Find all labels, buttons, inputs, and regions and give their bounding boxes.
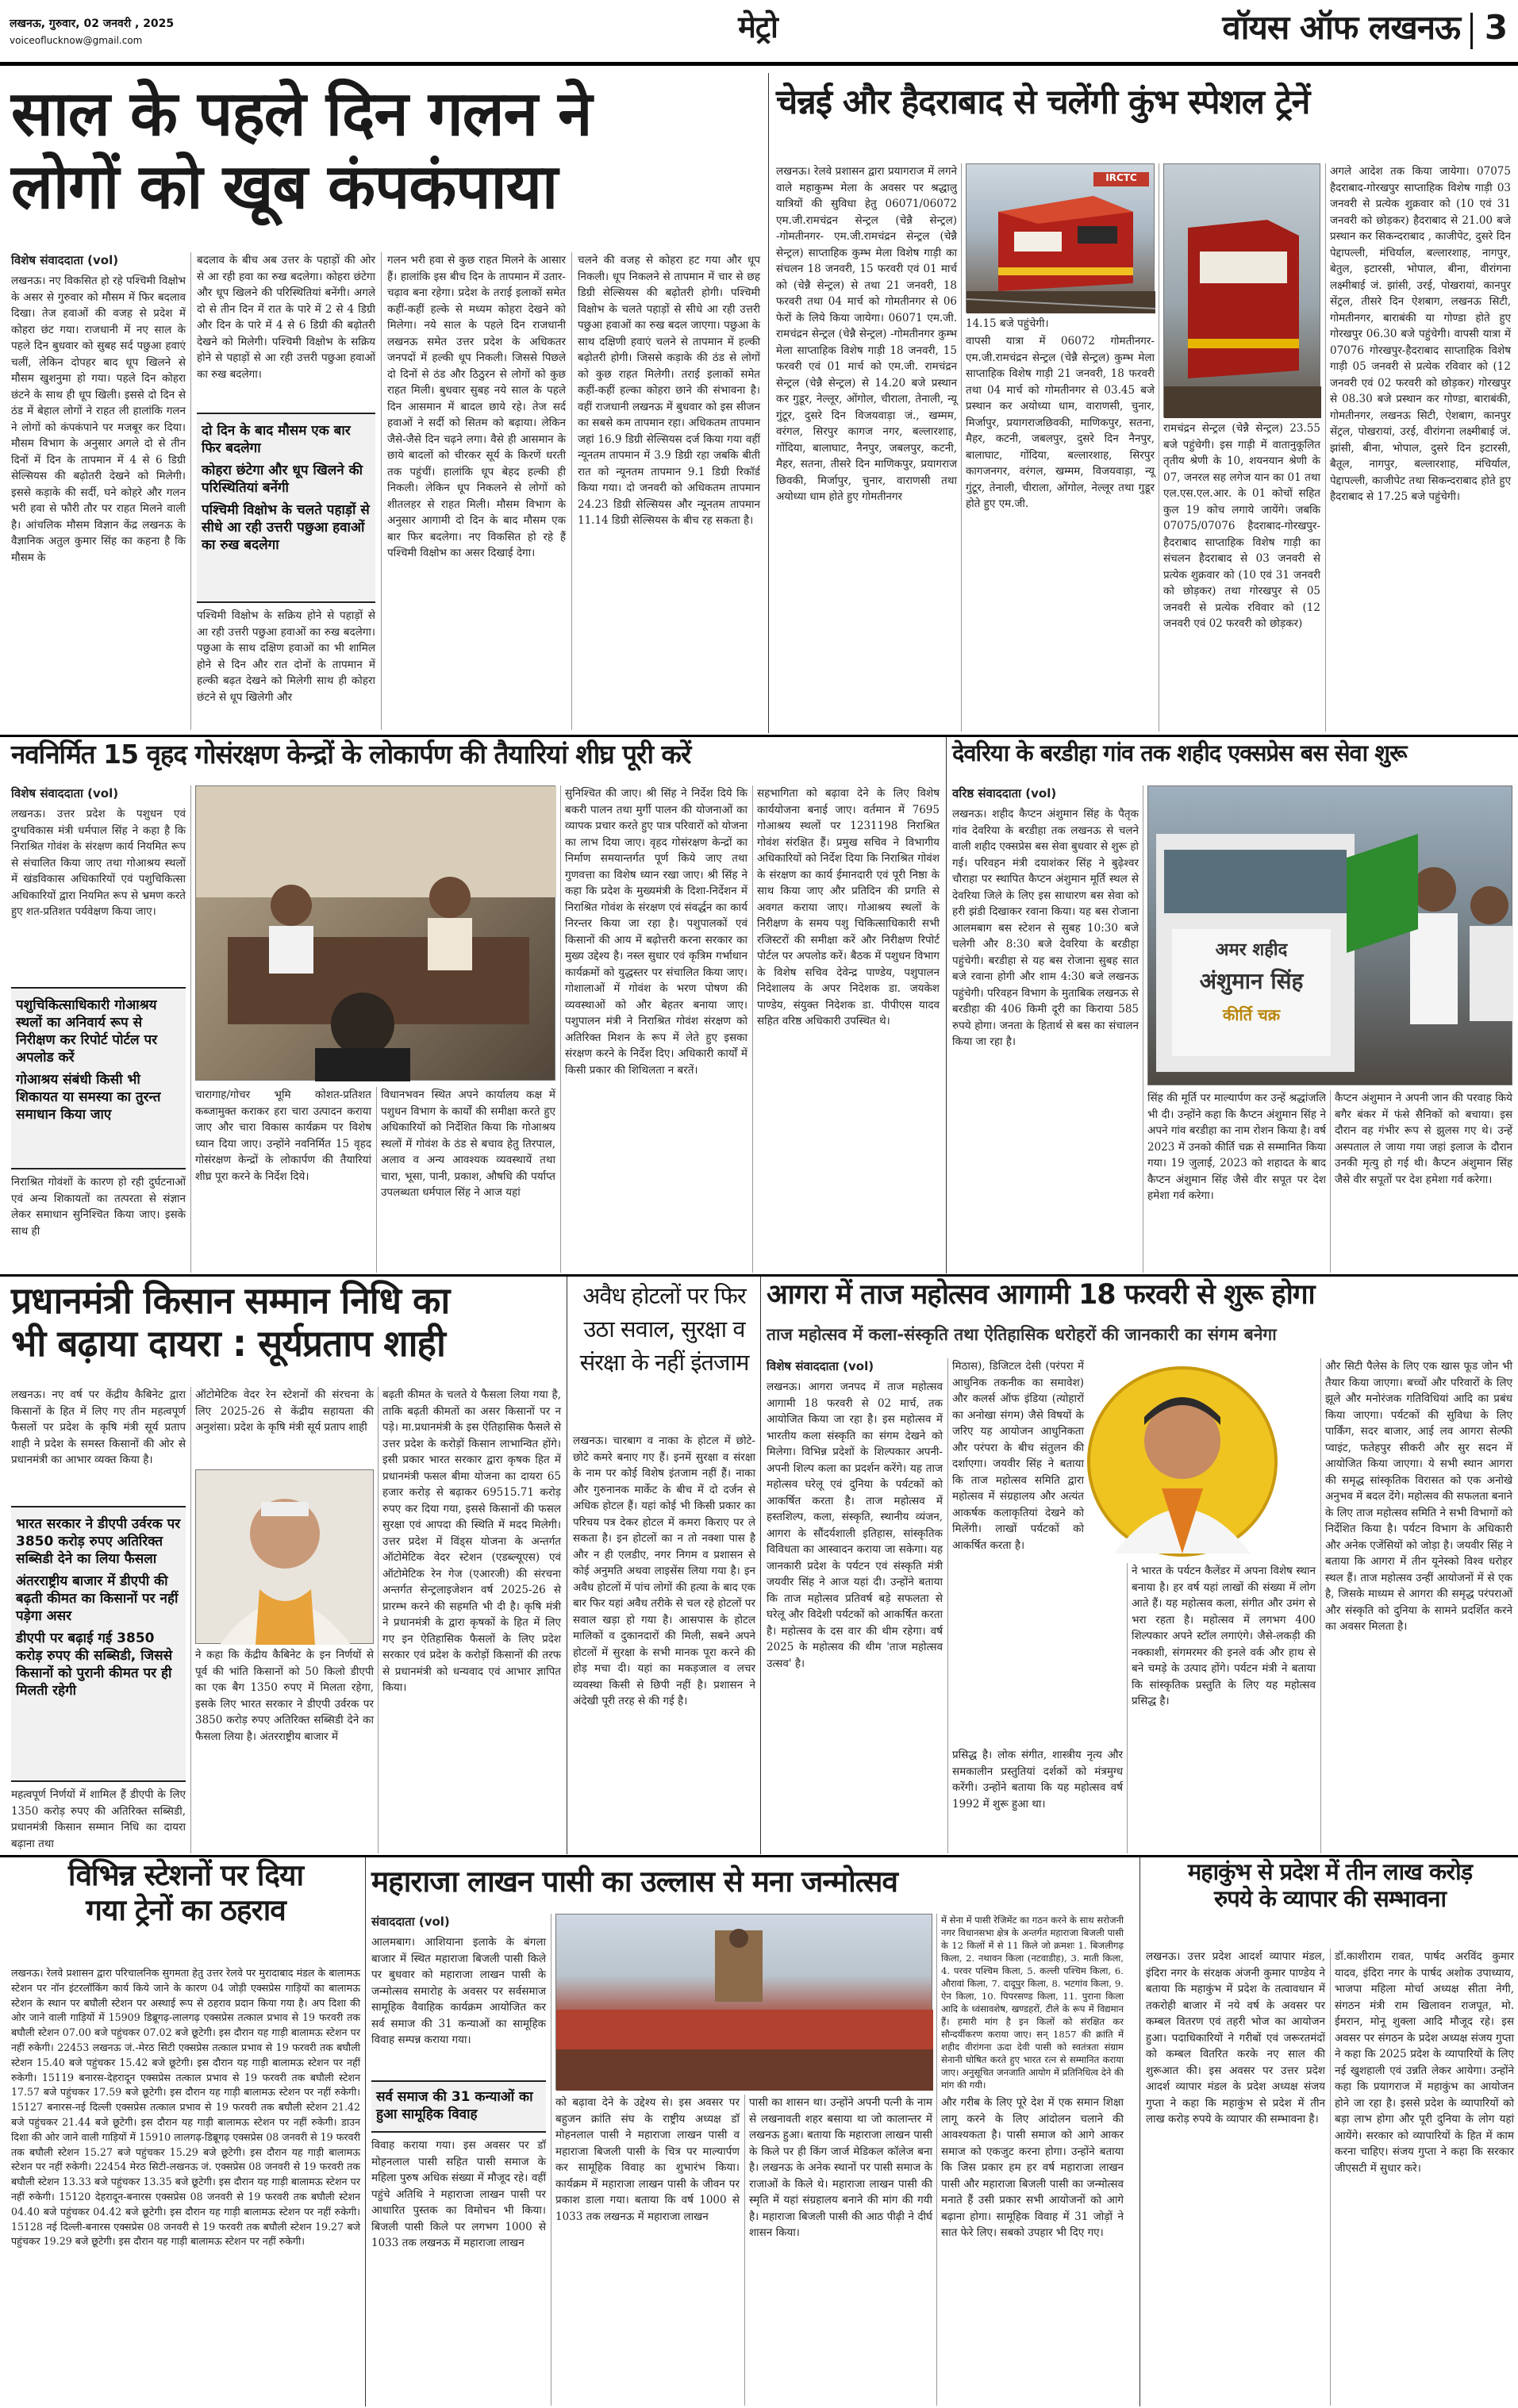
jaiveer-singh-portrait bbox=[1087, 1366, 1278, 1557]
divider bbox=[378, 1387, 379, 1853]
article-7-col4: और सिटी पैलेस के लिए एक खास फूड जोन भी तैयार किया जाएगा। बच्चों और परिवारों के लिए झूले और मनोरंजक गतिविधियां आदि का प्रबंध किया जाएगा। पर्यटकों की सुविधा के लिए पार्किंग, सदर बाजार, आई लव आगरा सेल्फी प्वाइंट, फतेहपुर सीकरी और सुर सदन में आयोजित किया जाएगा। ये सभी स्थान आगरा की समृद्ध सांस्कृतिक विरासत को एक अनोखे अनुभव में बदल देंगे। महोत्सव की सफलता बनाने के लिए ताज महोत्सव समिति ने सभी विभागों को निर्देशित किया है। पर्यटन विभाग के अधिकारी और अनेक एजेंसियों को जोड़ा है। जयवीर सिंह ने बताया कि आगरा में तीन यूनेस्को विश्व धरोहर स्थल हैं। ताज महोत्सव उन्हीं आयोजनों में से एक है, जिसके माध्यम से आगरा की समृद्ध परंपराओं और संस्कृति को दुनिया के सामने प्रदर्शित करने का अवसर मिलता है। bbox=[1325, 1360, 1516, 1633]
article-5-col1-more: महत्वपूर्ण निर्णयों में शामिल हैं डीएपी के लिए 1350 करोड़ रुपए की अतिरिक्त सब्सिडी, प्रधानमंत्री किसान सम्मान निधि का दायरा बढ़ाना तथा bbox=[11, 1788, 190, 1850]
highlight-item: अंतरराष्ट्रीय बाजार में डीएपी की बढ़ती कीमत का किसानों पर नहीं पड़ेगा असर bbox=[16, 1573, 179, 1624]
article-5-col3: बढ़ती कीमत के चलते ये फैसला लिया गया है, ताकि बढ़ती कीमतों का असर किसानों पर न पड़े। मा.प्रधानमंत्री के इस ऐतिहासिक फैसले से उत्तर प्रदेश के करोड़ों किसान लाभान्वित होंगे। इसी प्रकार भारत सरकार द्वारा कृषक हित में प्रधानमंत्री फसल बीमा योजना का दायरा 65 हजार करोड़ से बढ़ाकर 69515.71 करोड़ रुपए कर दिया गया, इससे किसानों की फसल सुरक्षा एवं आपदा की स्थिति में मदद मिलेगी। उत्तर प्रदेश में विंड्स योजना के अन्तर्गत ऑटोमेटिक वेदर स्टेशन (एडब्ल्यूएस) एवं ऑटोमेटिक रेन गेज (एआरजी) की संरचना अन्तर्गत सेन्ट्रलाइजेशन वर्ष 2025-26 से प्रारम्भ करने की सहमति भी दी है। कृषि मंत्री ने प्रधानमंत्री के द्वारा कृषकों के हित में लिए गए इन ऐतिहासिक फैसलों के लिए प्रदेश सरकार एवं प्रदेश के करोड़ों किसानों की तरफ से प्रधानमंत्री को धन्यवाद एवं आभार ज्ञापित किया। bbox=[382, 1388, 565, 1694]
article-9-col1: आलमबाग। आशियाना इलाके के बंगला बाजार में स्थित महाराजा बिजली पासी किले पर बुधवार को महाराजा लाखन पासी के जन्मोत्सव समारोह के अवसर पर सर्वसमाज सामूहिक वैवाहिक कार्यक्रम आयोजित कर सर्व समाज की 31 कन्याओं का सामूहिक विवाह सम्पन्न कराया गया। bbox=[371, 1936, 550, 2046]
divider bbox=[1139, 1857, 1140, 2406]
article-1-col1: लखनऊ। नए विकसित हो रहे पश्चिमी विक्षोभ के असर से गुरुवार को मौसम में फिर बदलाव दिखा। तेज हवाओं की वजह से प्रदेश में कोहरा छंट गया। राजधानी में नए साल के पहले दिन बुधवार को सुबह सर्द पछुआ हवाएं चलीं, लेकिन दोपहर बाद धूप खिलने से मौसम खुशनुमा हो गया। पहले दिन कोहरा छंटने के साथ ही धूप खिली। इससे दो दिन से ठंड में बेहाल लोगों ने राहत ली हालांकि गलन ने लोगों को कंपकंपाने पर मजबूर कर दिया। मौसम विभाग के अनुसार अगले दो से तीन दिनों में दिन के तापमान में 4 से 6 डिग्री सेल्सियस की बढ़ोतरी देखने को मिलेगी। इससे कड़ाके की सर्दी, घने कोहरे और गलन भरी हवा से फौरी तौर पर राहत मिलने वाली है। आंचलिक मौसम विज्ञान केंद्र लखनऊ के वैज्ञानिक अतुल कुमार सिंह का कहना है कि मौसम के bbox=[11, 275, 190, 564]
masthead-date: लखनऊ, गुरुवार, 02 जनवरी , 2025 bbox=[10, 17, 175, 30]
article-3-col4: सहभागिता को बढ़ावा देने के लिए विशेष कार्ययोजना बनाई जाए। वर्तमान में 7695 गोआश्रय स्थलों पर 1231198 निराश्रित गोवंश संरक्षित हैं। प्रमुख सचिव ने विभागीय अधिकारियों को निर्देश दिया कि निराश्रित गोवंश के संरक्षण का कार्य ईमानदारी एवं पूरी निष्ठा के साथ किया जाए और प्रतिदिन की प्रगति से अवगत कराया जाए। गोआश्रय स्थलों के निरीक्षण के समय पशु चिकित्साधिकारी सभी रजिस्टरों की समीक्षा करें और निरीक्षण रिपोर्ट पोर्टल पर अपलोड करें। बैठक में पशुधन विभाग के विशेष सचिव देवेन्द्र पाण्डेय, पशुपालन निदेशालय के अपर निदेशक डा. जयकेश पाण्डेय, संयुक्त निदेशक डा. पीपीएस यादव सहित वरिष्ठ अधिकारी उपस्थित थे। bbox=[757, 787, 943, 1027]
article-9-col1-more: विवाह कराया गया। इस अवसर पर डॉ मोहनलाल पासी सहित पासी समाज के महिला पुरुष अधिक संख्या में मौजूद रहे। वहीं पहुंचे अतिथि ने महाराजा लाखन पासी पर आधारित पुस्तक का विमोचन भी किया। बिजली पासी किले पर लगभग 1000 से 1033 तक लखनऊ में महाराजा लाखन bbox=[371, 2139, 550, 2249]
page-number: 3 bbox=[1484, 8, 1508, 47]
divider bbox=[752, 785, 753, 1273]
divider bbox=[381, 252, 382, 730]
article-1-byline: विशेष संवाददाता (vol) bbox=[11, 253, 119, 267]
article-4-col1: लखनऊ। शहीद कैप्टन अंशुमान सिंह के पैतृक गांव देवरिया के बरडीहा तक लखनऊ से चलने वाली शहीद एक्सप्रेस बस सेवा बुधवार से शुरू हो गई। परिवहन मंत्री दयाशंकर सिंह ने बुढ़ेश्वर चौराहा पर स्थापित कैप्टन अंशुमान मूर्ति स्थल से देवरिया जिले के लिए इस साधारण बस सेवा को हरी झंडी दिखाकर रवाना किया। यह बस रोजाना आलमबाग बस स्टेशन से सुबह 10:30 बजे चलेगी और 8:30 बजे देवरिया के बरडीहा पहुंचेगी। बरडीहा से यह बस रोजाना सुबह सात बजे रवाना होगी और शाम 4:30 बजे लखनऊ पहुंचेगी। परिवहन विभाग के मुताबिक लखनऊ से बरडीहा की 406 किमी दूरी का किराया 585 रुपये होगा। जनता के हितार्थ से बस का संचालन किया जा रहा है। bbox=[952, 808, 1143, 1048]
article-1-col2-more: पश्चिमी विक्षोभ के सक्रिय होने से पहाड़ों से आ रही उत्तरी पछुआ हवाओं का रुख बदलेगा। पछुआ के साथ दक्षिण हवाओं का भी शामिल होने से दिन और रात दोनों के तापमान में हल्की बढ़त देखने को मिलेगी साथ ही कोहरा छंटने से धूप खिलेगी और bbox=[197, 609, 379, 704]
article-3-caption-2: विधानभवन स्थित अपने कार्यालय कक्ष में पशुधन विभाग के कार्यों की समीक्षा करते हुए अधिकारियों को निर्देशित किया कि गोआश्रय स्थलों में गोवंश के ठंड से बचाव हेतु तिरपाल, अलाव व अन्य आवश्यक व्यवस्थायें तथा चारा, भूसा, पानी, प्रकाश, औषधि की पर्याप्त उपलब्धता धर्मपाल सिंह ने आज यहां bbox=[381, 1089, 559, 1199]
divider bbox=[190, 1387, 191, 1853]
highlight-item: डीएपी पर बढ़ाई गई 3850 करोड़ रुपए की सब्सिडी, जिससे किसानों को पुरानी कीमत पर ही मिलती रहेगी bbox=[16, 1630, 173, 1699]
article-10-headline bbox=[1146, 1858, 1514, 1945]
event-photo bbox=[555, 1914, 932, 2090]
train-illustration-2 bbox=[1164, 164, 1321, 418]
article-1-highlight-box bbox=[197, 413, 375, 603]
banner-line-3: कीर्ति चक्र bbox=[1222, 1005, 1281, 1024]
article-5-highlight-box bbox=[11, 1506, 186, 1782]
train-logo: IRCTC bbox=[1093, 172, 1149, 186]
article-4-byline: वरिष्ठ संवाददाता (vol) bbox=[952, 786, 1057, 801]
meeting-photo bbox=[195, 785, 555, 1081]
article-3-col3: सुनिश्चित की जाए। श्री सिंह ने निर्देश दिये कि बकरी पालन तथा मुर्गी पालन की योजनाओं का व्यापक प्रचार करते हुए पात्र परिवारों को योजना का लाभ दिया जाए। वृहद गोसंरक्षण केन्द्रों का निर्माण समयान्तर्गत पूर्ण किये जाए तथा गुणवत्ता का विशेष ध्यान रखा जाए। श्री सिंह ने कहा कि प्रदेश के मुख्यमंत्री के दिशा-निर्देशन में निराश्रित गोवंश के संरक्षण एवं संवर्द्धन का कार्य निरन्तर किया जा रहा है। पशुपालकों एवं किसानों की आय में बढ़ोत्तरी करना सरकार का मुख्य उद्देश्य है। नस्ल सुधार एवं कृत्रिम गर्भाधान कार्यक्रमों को युद्धस्तर पर संचालित किया जाए। गोशालाओं में गोवंश के भरण पोषण की व्यवस्थाओं को और बेहतर बनाया जाए। पशुपालन मंत्री ने निराश्रित गोवंश संरक्षण को अतिरिक्त मिशन के रूप में लेते हुए इसका संरक्षण करने के निर्देश दिए। अधिकारी कार्यों में किसी प्रकार की शिथिलता न बरतें। bbox=[565, 787, 751, 1077]
article-9-col3: पासी का शासन था। उन्होंने अपनी पत्नी के नाम से लखनावती शहर बसाया था जो कालान्तर में लखनऊ हुआ। बताया कि महाराजा लाखन पासी के किले पर ही किंग जार्ज मेडिकल कॉलेज बना है। लखनऊ के अनेक स्थानों पर पासी समाज के राजाओं के किले थे। महाराजा लाखन पासी की स्मृति में यहां संग्रहालय बनाने की मांग की गयी है। महाराजा बिजली पासी की आठ पीढ़ी ने दीर्घ शासन किया। bbox=[749, 2096, 936, 2239]
article-7-subhead: ताज महोत्सव में कला-संस्कृति तथा ऐतिहासिक धरोहरों की जानकारी का संगम बनेगा bbox=[767, 1325, 1277, 1344]
meeting-illustration bbox=[196, 786, 556, 1081]
bus-flagoff-photo bbox=[1147, 785, 1512, 1085]
horizontal-rule bbox=[0, 735, 1518, 737]
article-2-headline: चेन्नई और हैदराबाद से चलेंगी कुंभ स्पेशल ट्रेनें bbox=[776, 83, 1310, 122]
article-3-col1-more: निराश्रित गोवंशों के कारण हो रही दुर्घटनाओं एवं अन्य शिकायतों का तत्परता से संज्ञान लेकर समाधान सुनिश्चित किया जाए। इसके साथ ही bbox=[11, 1176, 190, 1238]
divider bbox=[961, 163, 962, 732]
article-1-headline-line1: साल के पहले दिन गलन ने bbox=[11, 79, 592, 150]
highlight-item: भारत सरकार ने डीएपी उर्वरक पर 3850 करोड़ रुपए अतिरिक्त सब्सिडी देने का लिया फैसला bbox=[16, 1516, 181, 1567]
divider bbox=[560, 785, 561, 1273]
minister-portrait bbox=[195, 1469, 374, 1644]
divider bbox=[365, 1857, 366, 2406]
article-1-col3: गलन भरी हवा से कुछ राहत मिलने के आसार हैं। हालांकि इस बीच दिन के तापमान में उतार-चढ़ाव बना रहेगा। प्रदेश के तराई इलाकों समेत कहीं-कहीं हल्के से मध्यम कोहरा देखने को मिलेगा। नये साल के पहले दिन राजधानी लखनऊ समेत उत्तर प्रदेश के अधिकतर जनपदों में हल्की धूप निकली। जिससे पिछले दो दिनों से ठंड और ठिठुरन से लोगों को कुछ राहत मिली। बुधवार सुबह नये साल के पहले दिन आसमान में बादल छाये रहे। तेज सर्द हवाओं ने सर्दी को सितम को बढ़ाया। लेकिन जैसे-जैसे दिन चढ़ने लगा। वैसे ही आसमान के छाये बादलों को चीरकर सूर्य के किरणें धरती तक पहुंचीं। हालांकि धूप बेहद हल्की ही निकली। लेकिन धूप निकलने से लोगों को शीतलहर से राहत मिली। मौसम विभाग के अनुसार आगामी दो दिन के बाद मौसम एक बार फिर बदलेगा। नए विकसित हो रहे हैं पश्चिमी विक्षोभ का असर दिखाई देगा। bbox=[387, 254, 570, 559]
article-5-headline bbox=[11, 1279, 567, 1382]
highlight-item: कोहरा छंटेगा और धूप खिलने की परिस्थितियां बनेंगी bbox=[202, 463, 363, 496]
article-5-headline-line1: प्रधानमंत्री किसान सम्मान निधि का bbox=[11, 1279, 450, 1322]
article-5-headline-line2: भी बढ़ाया दायरा : सूर्यप्रताप शाही bbox=[11, 1322, 445, 1365]
portrait-illustration bbox=[1090, 1369, 1274, 1553]
banner-line-2: अंशुमान सिंह bbox=[1199, 968, 1304, 994]
article-6-col1: लखनऊ। चारबाग व नाका के होटल में छोटे-छोटे कमरे बनाए गए हैं। इनमें सुरक्षा व संरक्षा के नाम पर कोई विशेष इंतजाम नहीं हैं। नाका और गुरुनानक मार्केट के बीच में दो दर्जन से अधिक होटल हैं। यहां कोई भी किसी प्रकार का परिचय पत्र देकर होटल में कमरा किराए पर ले सकता है। इन होटलों का न तो नक्शा पास है और न ही एलडीए, नगर निगम व प्रशासन से कोई अनुमति अथवा लाइसेंस लिया गया है। इन अवैध होटलों में पांच लोगों की हत्या के बाद एक बार फिर यहां अवैध तरीके से चल रहे होटलों पर सवाल खड़ा हो गया है। आसपास के होटल मालिकों व दुकानदारों की मिली, सबने अपने होटलों में सुरक्षा के सभी मानक पूरा करने की होड़ मचा दी। यहां का मकड़जाल व लचर व्यवस्था किसी से छिपी नहीं है। प्रशासन ने अंदेखी पूरी तरह से की गई है। bbox=[573, 1434, 759, 1707]
horizontal-rule bbox=[0, 1855, 1518, 1857]
article-5-col1: लखनऊ। नए वर्ष पर केंद्रीय कैबिनेट द्वारा किसानों के हित में लिए गए तीन महत्वपूर्ण फैसलों पर प्रदेश के कृषि मंत्री सूर्य प्रताप शाही ने प्रदेश के समस्त किसानों की ओर से प्रधानमंत्री का आभार व्यक्त किया है। bbox=[11, 1388, 190, 1466]
masthead-divider bbox=[1470, 13, 1473, 49]
divider bbox=[947, 1358, 948, 1853]
article-7-headline: आगरा में ताज महोत्सव आगामी 18 फरवरी से शुरू होगा bbox=[767, 1279, 1315, 1311]
portrait-illustration bbox=[196, 1470, 375, 1645]
divider bbox=[571, 252, 572, 730]
article-3-highlight-box bbox=[11, 987, 186, 1169]
article-2-photo-caption: 14.15 बजे पहुंचेगी। bbox=[966, 317, 1049, 330]
article-7-byline: विशेष संवाददाता (vol) bbox=[767, 1359, 874, 1373]
crowd-illustration bbox=[556, 1914, 933, 2091]
article-10-headline-line2: रुपये के व्यापार की सम्भावना bbox=[1213, 1885, 1447, 1913]
article-1-headline bbox=[11, 78, 769, 252]
article-7-col1: लखनऊ। आगरा जनपद में ताज महोत्सव आगामी 18 फरवरी से 02 मार्च, तक आयोजित किया जा रहा है। इस महोत्सव में भारतीय कला संस्कृति का संगम देखने को मिलेगा। विभिन्न प्रदेशों के शिल्पकार अपनी-अपनी शिल्प कला का प्रदर्शन करेंगे। यह ताज महोत्सव घरेलू एवं दुनिया के पर्यटकों को आकर्षित करता है। ताज महोत्सव में हस्तशिल्प, कला, संस्कृति, स्थानीय व्यंजन, आगरा के सौंदर्यशाली इतिहास, सांस्कृतिक विविधता का आस्वादन कराया जा सकेगा। यह जानकारी प्रदेश के पर्यटन एवं संस्कृति मंत्री जयवीर सिंह ने आज यहां दी। उन्होंने बताया कि ताज महोत्सव प्रतिवर्ष बड़े सफलता से घरेलू और विदेशी पर्यटकों को आकर्षित करता है। महोत्सव के दस वार की थीम रहेगा। वर्ष 2025 के महोत्सव की थीम 'ताज महोत्सव उत्सव' है। bbox=[767, 1381, 947, 1670]
article-2-col2: वापसी यात्रा में 06072 गोमतीनगर-एम.जी.रामचंद्रन सेन्ट्रल (चेन्नै सेन्ट्रल) कुम्भ मेला साप्ताहिक विशेष गाड़ी 21 जनवरी, 18 फरवरी तथा 04 मार्च को गोमतीनगर से 03.45 बजे प्रस्थान कर अयोध्या धाम, वाराणसी, चुनार, मिर्जापुर, प्रयागराजछिवकी, माणिकपुर, सतना, मैहर, कटनी, जबलपुर, दुसरे दिन नैनपुर, बालाघाट, गोंदिया, बल्लारशाह, सिरपुर कागजनगर, वरंगल, खम्मम, विजयवाड़ा, न्यू गुंटूर, तेनाली, चीराला, ओंगोल, नेल्लूर तथा गुडूर होते हुए एम.जी. bbox=[966, 335, 1159, 510]
article-2-col1: लखनऊ। रेलवे प्रशासन द्वारा प्रयागराज में लगने वाले महाकुम्भ मेला के अवसर पर श्रद्धालु यात्रियों की सुविधा हेतु 06071/06072 एम.जी.रामचंद्रन सेन्ट्रल (चेन्नै सेन्ट्रल) -गोमतीनगर- एम.जी.रामचंद्रन सेन्ट्रल (चेन्नै सेन्ट्रल) साप्ताहिक कुम्भ मेला विशेष गाड़ी का संचलन 18 जनवरी, 15 फरवरी एवं 01 मार्च को (चेन्नै सेन्ट्रल) से तथा 21 जनवरी, 18 फरवरी तथा 04 मार्च को गोमतीनगर से 06 फेरों के लिये किया जायेगा। 06071 एम.जी. रामचंद्रन सेन्ट्रल (चेन्नै सेन्ट्रल) -गोमतीनगर कुम्भ मेला साप्ताहिक विशेष गाड़ी 18 जनवरी, 15 फरवरी एवं 01 मार्च को एम.जी. रामचंद्रन सेन्ट्रल (चेन्नै सेन्ट्रल) से 14.20 बजे प्रस्थान कर गुडूर, नेल्लूर, ओंगोल, चीराला, तेनाली, न्यू गुंटूर, दुसरे दिन विजयवाड़ा जं., खम्मम, वरंगल, सिरपुर कागज नगर, बल्लारशाह, गोंदिया, बालाघाट, नैनपुर, जबलपुर, कटनी, मैहर, सतना, तीसरे दिन माणिकपुर, प्रयागराज छिवकी, मिर्जापुर, चुनार, वाराणसी तथा अयोध्या धाम होते हुए गोमतीनगर bbox=[776, 165, 961, 503]
article-8-headline-line1: विभिन्न स्टेशनों पर दिया bbox=[67, 1858, 304, 1892]
highlight-item: पशुचिकित्साधिकारी गोआश्रय स्थलों का अनिवार्य रूप से निरीक्षण कर रिपोर्ट पोर्टल पर अपलोड करें bbox=[16, 997, 158, 1066]
divider bbox=[936, 1914, 937, 2406]
article-2-col4: अगले आदेश तक किया जायेगा। 07075 हैदराबाद-गोरखपुर साप्ताहिक विशेष गाड़ी 03 जनवरी से प्रत्येक शुक्रवार को (10 एवं 31 जनवरी को छोड़कर) हैदराबाद से 21.00 बजे प्रस्थान कर सिकन्दराबाद , काजीपेट, दुसरे दिन पेद्दापल्ली, मंचिर्याल, बल्लारशाह, नागपुर, बेतुल, इटारसी, भोपाल, बीना, वीरांगना लक्ष्मीबाई जं. झांसी, उरई, पोखरायां, कानपुर सेंट्रल, तीसरे दिन ऐशबाग, लखनऊ सिटी, गोमतीनगर, बाराबंकी या गोण्डा होते हुए गोरखपुर 06.30 बजे पहुंचेगी। वापसी यात्रा में 07076 गोरखपुर-हैदराबाद साप्ताहिक विशेष गाड़ी 05 जनवरी से प्रत्येक रविवार को (12 जनवरी एवं 02 फरवरी को छोड़कर) गोरखपुर से 08.30 बजे प्रस्थान कर गोण्डा, बाराबंकी, गोमतीनगर, लखनऊ सिटी, ऐशबाग, कानपुर सेंट्रल, पोखरायां, उरई, वीरांगना लक्ष्मीबाई जं. झांसी, बीना, भोपाल, दुसरे दिन इटारसी, बैतूल, नागपुर, बल्लारशाह, मंचिर्याल, पेद्दापल्ली, काजीपेट तथा सिकन्दराबाद होते हुए हैदराबाद से 17.25 बजे पहुंचेगी। bbox=[1330, 165, 1515, 503]
article-6-headline: अवैध होटलों पर फिर उठा सवाल, सुरक्षा व संरक्षा के नहीं इंतजाम bbox=[579, 1282, 749, 1377]
train-photo bbox=[966, 163, 1155, 313]
horizontal-rule bbox=[0, 1274, 1518, 1277]
article-10-headline-line1: महाकुंभ से प्रदेश में तीन लाख करोड़ bbox=[1187, 1858, 1473, 1885]
masthead-email: voiceoflucknow@gmail.com bbox=[10, 35, 143, 46]
article-10-col1: लखनऊ। उत्तर प्रदेश आदर्श व्यापार मंडल, इंदिरा नगर के संरक्षक अंजनी कुमार पाण्डेय ने बताया कि महाकुंभ में प्रदेश के तत्वावधान में तकरोही बाजार में नये वर्ष के अवसर पर कम्बल वितरण एवं तहरी भोज का आयोजन हुआ। पदाधिकारियों ने गरीबों एवं जरूरतमंदों को कम्बल वितरित करके नए साल की शुरूआत की। इस अवसर पर उत्तर प्रदेश आदर्श व्यापार मंडल के प्रदेश अध्यक्ष संजय गुप्ता ने कहा कि महाकुंभ से प्रदेश में तीन लाख करोड़ रुपये के व्यापार की सम्भावना है। bbox=[1146, 1950, 1329, 2126]
divider bbox=[744, 2095, 745, 2406]
article-3-byline: विशेष संवाददाता (vol) bbox=[11, 786, 119, 801]
banner-line-1: अमर शहीद bbox=[1215, 940, 1288, 960]
article-5-col2-more: ने कहा कि केंद्रीय कैबिनेट के इन निर्णयों से पूर्व की भांति किसानों को 50 किलो डीएपी का एक बैग 1350 रुपए में मिलता रहेगा, इसके लिए भारत सरकार ने डीएपी उर्वरक पर 3850 करोड़ रुपए अतिरिक्त सब्सिडी देने का फैसला लिया है। अंतरराष्ट्रीय बाजार में bbox=[195, 1649, 378, 1743]
divider bbox=[760, 1277, 761, 1854]
article-3-headline: नवनिर्मित 15 वृहद गोसंरक्षण केन्द्रों के लोकार्पण की तैयारियां शीघ्र पूरी करें bbox=[11, 739, 691, 770]
article-8-headline bbox=[11, 1858, 360, 1961]
article-3-caption: चारागाह/गोचर भूमि कोशत-प्रतिशत कब्जामुक्त कराकर हरा चारा उत्पादन कराया जाए और चारा विकास कार्यक्रम पर विशेष ध्यान दिया जाए। उन्होंने नवनिर्मित 15 वृहद गोसंरक्षण केन्द्रों के लोकार्पण की तैयारियां शीघ्र पूरा करने के निर्देश दिये। bbox=[195, 1089, 375, 1183]
section-title: मेट्रो bbox=[738, 10, 778, 44]
divider bbox=[1127, 1563, 1128, 1853]
bus-banner bbox=[1172, 926, 1331, 1053]
article-9-col5-visible: में सेना में पासी रेजिमेंट का गठन करने के साथ सरोजनी नगर विधानसभा क्षेत्र के अन्तर्गत महाराजा बिजली पासी के 12 किलों में से 11 किले जो क्रमशः 1. बिजलीगढ़ किला, 2. नथावन किला (नटवाडीह), 3. माती किला, 4. परवर पश्चिम किला, 5. कल्ली पश्चिम किला, 6. औरावां किला, 7. दादूपुर किला, 8. भटगांव किला, 9. ऐन किला, 10. पिपरसण्ड किला, 11. पुराना किला आदि के ध्वंसावशेष, खण्डहरों, टीले के रूप में विद्यमान हैं। हमारी मांग है इन किलों को संरक्षित कर सौन्दर्यीकरण कराया जाए। सन् 1857 की क्रांति में शहीद वीरांगना ऊदा देवी पासी को स्वतंत्रता संग्राम सेनानी घोषित करते हुए भारत रत्न से सम्मानित कराया जाए। अनुसूचित जनजाति आयोग में प्रतिनिधित्व देने की मांग की गयी। bbox=[941, 1914, 1127, 2091]
article-5-col2: ऑटोमेटिक वेदर रेन स्टेशनों की संरचना के लिए 2025-26 से केंद्रीय सहायता की अनुशंसा। प्रदेश के कृषि मंत्री सूर्य प्रताप शाही bbox=[195, 1388, 378, 1434]
divider bbox=[946, 737, 947, 1273]
article-4-col3: कैप्टन अंशुमान ने अपनी जान की परवाह किये बगैर बंकर में फंसे सैनिकों को बचाया। इस दौरान वह गंभीर रूप से झुलस गए थे। उन्हें अस्पताल ले जाया गया जहां इलाज के दौरान उनकी मृत्यु हो गई थी। कैप्टन अंशुमान सिंह जैसे वीर सपूतों पर देश हमेशा गर्व करेगा। bbox=[1335, 1092, 1516, 1186]
divider bbox=[1320, 1358, 1321, 1853]
divider bbox=[768, 73, 769, 733]
article-1-col2: बदलाव के बीच अब उत्तर के पहाड़ों की ओर से आ रही हवा का रुख बदलेगा। कोहरा छंटेगा और धूप खिलने की परिस्थितियां बनेंगी। अगले दो से तीन दिन में रात के पारे में 2 से 4 डिग्री और दिन के पारे में 4 से 6 डिग्री की बढ़ोतरी देखने को मिलेगी। पश्चिमी विक्षोभ के सक्रिय होने से पहाड़ों से आ रही उत्तरी पछुआ हवाओं का रुख बदलेगा। bbox=[197, 254, 379, 381]
article-2-col3: रामचंद्रन सेन्ट्रल (चेन्नै सेन्ट्रल) 23.55 बजे पहुंचेगी। इस गाड़ी में वातानुकूलित तृतीय श्रेणी के 10, शयनयान श्रेणी के 07, जनरल सह लगेज यान का 01 तथा एल.एस.एल.आर. के 01 कोचों सहित कुल 19 कोच लगाये जायेंगे। जबकि 07075/07076 हैदराबाद-गोरखपुर-हैदराबाद साप्ताहिक विशेष गाड़ी का संचलन हैदराबाद से 03 जनवरी से प्रत्येक शुक्रवार को (10 एवं 31 जनवरी को छोड़कर) तथा गोरखपुर से 05 जनवरी से प्रत्येक रविवार को (12 जनवरी एवं 02 फरवरी को छोड़कर) bbox=[1163, 422, 1324, 630]
divider bbox=[1330, 1090, 1331, 1273]
masthead-rule bbox=[0, 62, 1518, 66]
divider bbox=[1325, 163, 1326, 732]
article-7-col3: ने भारत के पर्यटन कैलेंडर में अपना विशेष स्थान बनाया है। हर वर्ष यहां लाखों की संख्या में लोग आते हैं। यह महोत्सव कला, संगीत और उमंग से भरा रहता है। महोत्सव में लगभग 400 शिल्पकार अपने स्टॉल लगाएंगे। जैसे-लकड़ी की नक्काशी, संगमरमर की इनले वर्क और हाथ से बने चमड़े के उत्पाद होंगे। पर्यटन मंत्री ने बताया कि सांस्कृतिक प्रस्तुति के लिए यह महोत्सव प्रसिद्ध है। bbox=[1132, 1565, 1320, 1707]
article-7-col2: मिठास), डिजिटल देसी (परंपरा में आधुनिक तकनीक का समावेश) और कलर्स ऑफ इंडिया (त्योहारों का अनोखा संगम) जैसे विषयों के जरिए यह आयोजन आधुनिकता और परंपरा के बीच संतुलन की दर्शाएगा। जयवीर सिंह ने बताया कि ताज महोत्सव समिति द्वारा महोत्सव में संग्रहालय और अत्यंत आकर्षक कलाकृतियां देखने को मिलेंगी। लाखों पर्यटकों को आकर्षित करता है। bbox=[952, 1360, 1088, 1552]
paper-name: वॉयस ऑफ लखनऊ bbox=[1222, 8, 1460, 47]
article-9-col2: को बढ़ावा देने के उद्देश्य से। इस अवसर पर बहुजन क्रांति संघ के राष्ट्रीय अध्यक्ष डॉ मोहनलाल पासी ने महाराजा लाखन पासी व महाराजा बिजली पासी के चित्र पर माल्यार्पण कर सामूहिक विवाह का शुभारंभ किया। कार्यक्रम में महाराजा लाखन पासी के जीवन पर प्रकाश डाला गया। बताया कि वर्ष 1000 से 1033 तक लखनऊ में महाराजा लाखन bbox=[555, 2096, 744, 2223]
article-10-col2: डॉ.काशीराम रावत, पार्षद अरविंद कुमार यादव, इंदिरा नगर के पार्षद अशोक उपाध्याय, भाजपा महिला मोर्चा अध्यक्ष सीता नेगी, संगठन मंत्री राम खिलावन राजपूत, मो. ईमरान, मोनू शुक्ला आदि मौजूद रहे। इस अवसर पर संगठन के प्रदेश अध्यक्ष संजय गुप्ता ने कहा कि 2025 प्रदेश के व्यापारियों के लिए नई खुशहाली एवं उन्नति लेकर आयेगा। उन्होंने कहा कि प्रयागराज में महाकुंभ का आयोजन होने जा रहा है। इससे प्रदेश के व्यापारियों को बड़ा लाभ होगा और पूरी दुनिया के लोग यहां आयेंगे। सरकार को व्यापारियों के हित में काम करना चाहिए। संजय गुप्ता ने कहा कि सरकार जीएसटी में सुधार करे। bbox=[1335, 1950, 1518, 2175]
article-9-headline: महाराजा लाखन पासी का उल्लास से मना जन्मोत्सव bbox=[371, 1865, 897, 1899]
article-4-col2: सिंह की मूर्ति पर माल्यार्पण कर उन्हें श्रद्धांजलि भी दी। उन्होंने कहा कि कैप्टन अंशुमान सिंह ने अपने गांव बरडीहा का नाम रोशन किया है। वर्ष 2023 में उनको कीर्ति चक्र से सम्मानित किया गया। 19 जुलाई, 2023 को शहादत के बाद कैप्टन अंशुमान सिंह जैसे वीर सपूत पर देश हमेशा गर्व करेगा। bbox=[1147, 1092, 1330, 1202]
train-photo-2 bbox=[1163, 163, 1320, 417]
highlight-item: पश्चिमी विक्षोभ के चलते पहाड़ों से सीधे आ रही उत्तरी पछुआ हवाओं का रुख बदलेगा bbox=[202, 502, 370, 553]
article-1-headline-line2: लोगों को खूब कंपकंपाया bbox=[11, 152, 558, 224]
article-1-col4: चलने की वजह से कोहरा हट गया और धूप निकली। धूप निकलने से तापमान में चार से छह डिग्री सेल्सियस की बढ़ोतरी होगी। पश्चिमी विक्षोभ के चलते पहाड़ों से सीधे आ रही उत्तरी पछुआ हवाओं का रुख बदल जाएगा। पछुआ के साथ दक्षिणी हवाएं चलने से तापमान में हल्की बढ़ोतरी होगी। जिससे कड़ाके की ठंड से लोगों को कुछ राहत मिलेगी। तराई इलाकों समेत कहीं-कहीं हल्का कोहरा छाने की संभावना है। वहीं राजधानी लखनऊ में बुधवार को इस सीजन का सबसे कम तापमान रहा। अधिकतम तापमान जहां 16.9 डिग्री सेल्सियस दर्ज किया गया वहीं न्यूनतम तापमान में 3.9 डिग्री रहा जबकि बीती रात को न्यूनतम तापमान 9.1 डिग्री रिकॉर्ड किया गया। दो जनवरी को अधिकतम तापमान 24.23 डिग्री सेल्सियस और न्यूनतम तापमान 11.14 डिग्री सेल्सियस के बीच रह सकता है। bbox=[578, 254, 764, 527]
masthead bbox=[0, 0, 1518, 73]
train-illustration bbox=[967, 164, 1155, 313]
article-3-col1: लखनऊ। उत्तर प्रदेश के पशुधन एवं दुग्धविकास मंत्री धर्मपाल सिंह ने कहा है कि निराश्रित गोवंश के संरक्षण कार्य नियमित रूप से संचालित किया जाए तथा गोआश्रय स्थलों में खंडविकास अधिकारियों एवं पशुचिकित्सा अधिकारियों द्वारा नियमित रूप से भ्रमण करते हुए शत-प्रतिशत पर्यवेक्षण किया जाए। bbox=[11, 808, 190, 918]
divider bbox=[1330, 1949, 1331, 2406]
divider bbox=[376, 1087, 377, 1273]
article-8-col1: लखनऊ। रेलवे प्रशासन द्वारा परिचालनिक सुगमता हेतु उत्तर रेलवे पर मुरादाबाद मंडल के बालामऊ स्टेशन पर नॉन इंटरलॉकिंग कार्य किये जाने के कारण 04 जोड़ी एक्सप्रेस गाड़ियों का बालामऊ स्टेशन के स्थान पर बघौली स्टेशन पर अस्थाई रूप से ठहराव प्रदान किया गया है। अप दिशा की ओर जाने वाली गाड़ियों में 15909 डिब्रूगढ़-लालगढ़ एक्सप्रेस तत्काल प्रभाव से 19 फरवरी तक बघौली स्टेशन 07.00 बजे पहुंचकर 07.02 बजे छूटेगी। इस दौरान यह गाड़ी बालामऊ स्टेशन पर नहीं रुकेगी। 22453 लखनऊ जं.-मेरठ सिटी एक्सप्रेस तत्काल प्रभाव से 19 फरवरी तक बघौली स्टेशन 15.40 बजे पहुंचकर 15.42 बजे छूटेगी। इस दौरान यह गाड़ी बालामऊ स्टेशन पर नहीं रुकेगी। 15119 बनारस-देहरादून एक्सप्रेस तत्काल प्रभाव से 19 फरवरी तक बघौली स्टेशन 17.57 बजे पहुंचकर 17.59 बजे छूटेगी। इस दौरान यह गाड़ी बालामऊ स्टेशन पर नहीं रुकेगी। 15127 बनारस-नई दिल्ली एक्सप्रेस तत्काल प्रभाव से 19 फरवरी तक बघौली स्टेशन 21.42 बजे पहुंचकर 21.44 बजे छूटेगी। इस दौरान यह गाड़ी बालामऊ स्टेशन पर नहीं रुकेगी। डाउन दिशा की ओर जाने वाली गाड़ियों में 15910 लालगढ़-डिब्रूगढ़ एक्सप्रेस 08 जनवरी से 19 फरवरी तक बघौली स्टेशन 15.27 बजे पहुंचकर 15.29 बजे छूटेगी। इस दौरान यह गाड़ी बालामऊ स्टेशन पर नहीं रुकेगी। 22454 मेरठ सिटी-लखनऊ जं. एक्सप्रेस 08 जनवरी से 19 फरवरी तक बघौली स्टेशन 13.33 बजे पहुंचकर 13.35 बजे छूटेगी। इस दौरान यह गाड़ी बालामऊ स्टेशन पर नहीं रुकेगी। 15120 देहरादून-बनारस एक्सप्रेस 08 जनवरी से 19 फरवरी तक बघौली स्टेशन 04.40 बजे पहुंचकर 04.42 बजे छूटेगी। इस दौरान यह गाड़ी बालामऊ स्टेशन पर नहीं रुकेगी। 15128 नई दिल्ली-बनारस एक्सप्रेस 08 जनवरी से 19 फरवरी तक बघौली स्टेशन 19.27 बजे पहुंचकर 19.29 बजे छूटेगी। इस दौरान यह गाड़ी बालामऊ स्टेशन पर नहीं रुकेगी। bbox=[11, 1967, 364, 2248]
article-9-col4: और गरीब के लिए पूरे देश में एक समान शिक्षा लागू करने के लिए आंदोलन चलाने की आवश्यकता है। पासी समाज को आगे आकर समाज को एकजुट करना होगा। उन्होंने बताया कि जिस प्रकार हम हर वर्ष महाराजा लाखन पासी और महाराजा बिजली पासी का जन्मोत्सव मनाते हैं उसी प्रकार सभी आयोजनों को आगे बढ़ाना होगा। सामूहिक विवाह में 31 जोड़ों ने सात फेरे लिए। सबको उपहार भी दिए गए। bbox=[941, 2096, 1128, 2239]
highlight-item: सर्व समाज की 31 कन्याओं का हुआ सामूहिक विवाह bbox=[376, 2089, 533, 2122]
highlight-item: गोआश्रय संबंधी किसी भी शिकायत या समस्या का तुरन्त समाधान किया जाए bbox=[16, 1072, 161, 1123]
article-7-col2-more: प्रसिद्ध है। लोक संगीत, शास्त्रीय नृत्य और समकालीन प्रस्तुतियां दर्शकों को मंत्रमुग्ध करेंगी। उन्होंने बताया कि यह महोत्सव वर्ष 1992 में शुरू हुआ था। bbox=[952, 1749, 1127, 1811]
highlight-item: दो दिन के बाद मौसम एक बार फिर बदलेगा bbox=[202, 423, 351, 456]
divider bbox=[190, 785, 191, 1273]
divider bbox=[190, 252, 191, 730]
article-9-highlight-box bbox=[371, 2080, 546, 2133]
article-4-headline: देवरिया के बरडीहा गांव तक शहीद एक्सप्रेस बस सेवा शुरू bbox=[952, 739, 1407, 766]
article-9-byline: संवाददाता (vol) bbox=[371, 1914, 450, 1929]
article-8-headline-line2: गया ट्रेनों का ठहराव bbox=[86, 1892, 286, 1927]
